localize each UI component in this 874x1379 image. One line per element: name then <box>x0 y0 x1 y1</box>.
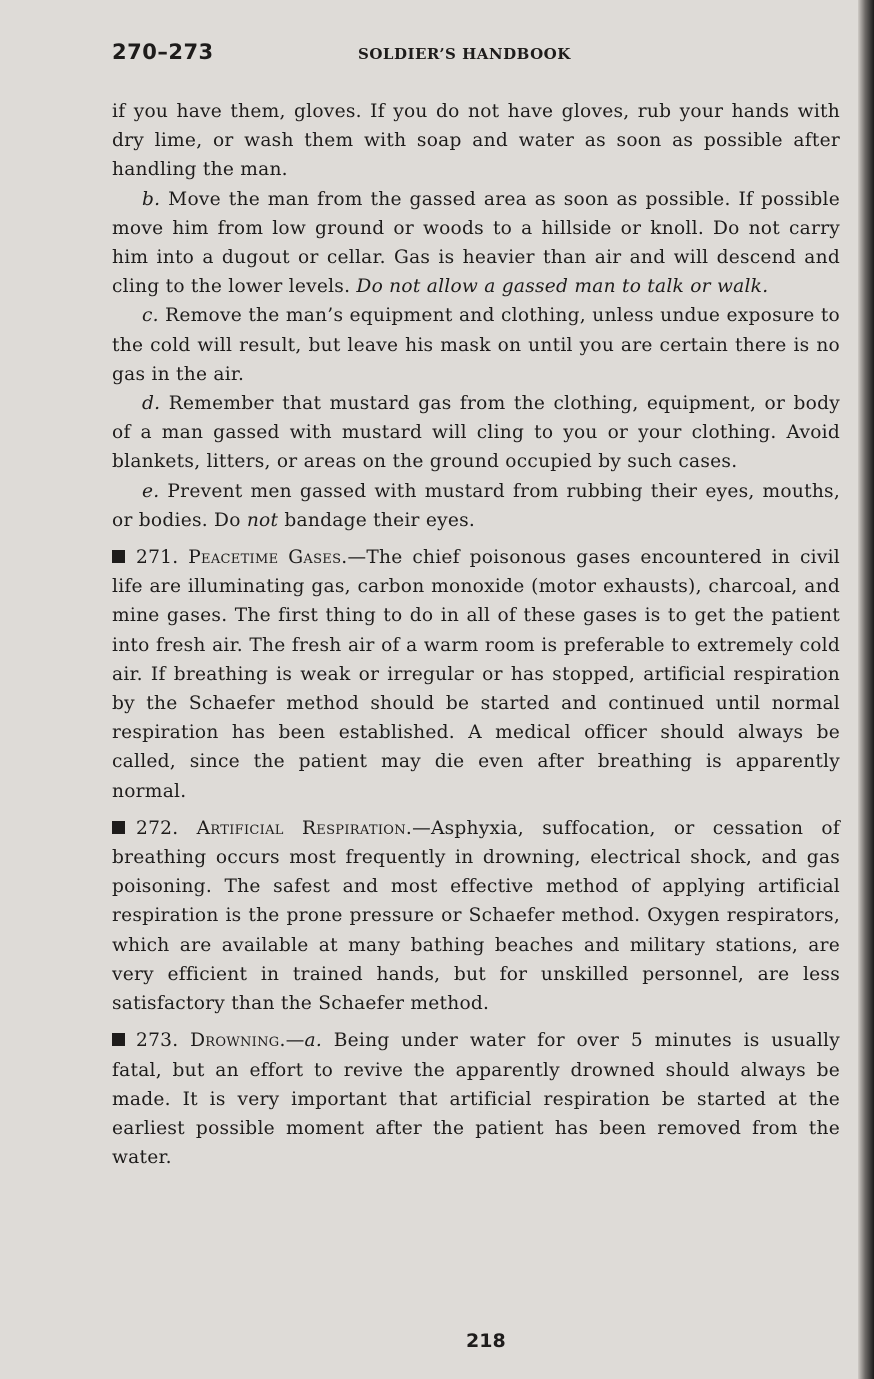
item-letter: d. <box>142 393 161 415</box>
section-marker-icon <box>112 821 125 834</box>
paragraph-b <box>112 185 840 302</box>
section-272 <box>112 814 840 1018</box>
section-dash: — <box>285 1030 305 1052</box>
paragraph-text: Remember that mustard gas from the clothing, equipment, or body of a man gassed with mustard will cling to you or your clothing. Avoid blankets, litters, or areas on the ground occupied by such cases. <box>112 393 840 473</box>
paragraph-text: bandage their eyes. <box>278 509 476 531</box>
section-number: 271. <box>136 547 179 569</box>
section-text: —The chief poisonous gases encountered in civil life are illuminating gas, carbon monoxide (motor exhausts), charcoal, and mine gases. The first thing to do in all of these gases is to get the patient into fresh air. The fresh air of a warm room is preferable to extremely cold air. If breathing is weak or irregular or has stopped, artificial respiration by the Schaefer method should be started and continued until normal respiration has been established. A medical officer should always be called, since the patient may die even after breathing is apparently normal. <box>112 547 840 802</box>
page-body <box>112 97 840 1172</box>
page-number: 218 <box>466 1330 506 1352</box>
section-marker-icon <box>112 1033 125 1046</box>
page-header <box>112 40 836 70</box>
item-letter: a. <box>304 1030 323 1052</box>
book-spine-shadow <box>858 0 874 1379</box>
emphasis-text: Do not allow a gassed man to talk or walk. <box>356 276 769 298</box>
emphasis-text: not <box>246 509 279 531</box>
section-text: —Asphyxia, suffocation, or cessation of breathing occurs most frequently in drowning, electrical shock, and gas poisoning. The safest and most effective method of applying artificial respiration is the prone pressure or Schaefer method. Oxygen respirators, which are available at many bathing beaches and military stations, are very efficient in trained hands, but for unskilled personnel, are less satisfactory than the Schaefer method. <box>112 817 840 1015</box>
section-title: Peacetime Gases. <box>188 547 348 569</box>
section-271 <box>112 543 840 806</box>
page-range: 270–273 <box>112 40 214 64</box>
section-number: 272. <box>136 817 179 839</box>
section-marker-icon <box>112 550 125 563</box>
section-title: Drowning. <box>190 1030 286 1052</box>
item-letter: c. <box>142 305 159 327</box>
section-text: Being under water for over 5 minutes is usually fatal, but an effort to revive the apparently drowned should always be made. It is very important that artificial respiration be started at the earliest possible moment after the patient has been removed from the water. <box>112 1030 840 1169</box>
item-letter: e. <box>142 480 160 502</box>
section-title: Artificial Respiration. <box>196 817 413 839</box>
paragraph-d <box>112 389 840 477</box>
paragraph-c <box>112 301 840 389</box>
item-letter: b. <box>142 188 161 210</box>
paragraph-text: if you have them, gloves. If you do not have gloves, rub your hands with dry lime, or wash them with soap and water as soon as possible after handling the man. <box>112 101 840 181</box>
running-title: SOLDIER’S HANDBOOK <box>358 45 571 63</box>
section-number: 273. <box>136 1030 179 1052</box>
paragraph-text: Remove the man’s equipment and clothing, unless undue exposure to the cold will result, but leave his mask on until you are certain there is no gas in the air. <box>112 305 840 385</box>
paragraph-text: Move the man from the gassed area as soon as possible. If possible move him from low ground or woods to a hillside or knoll. Do not carry him into a dugout or cellar. Gas is heavier than air and will descend and cling to the lower levels. <box>112 188 840 298</box>
paragraph-text: Prevent men gassed with mustard from rubbing their eyes, mouths, or bodies. Do <box>112 480 840 531</box>
continued-paragraph <box>112 97 840 185</box>
paragraph-e <box>112 477 840 535</box>
section-273 <box>112 1026 840 1172</box>
